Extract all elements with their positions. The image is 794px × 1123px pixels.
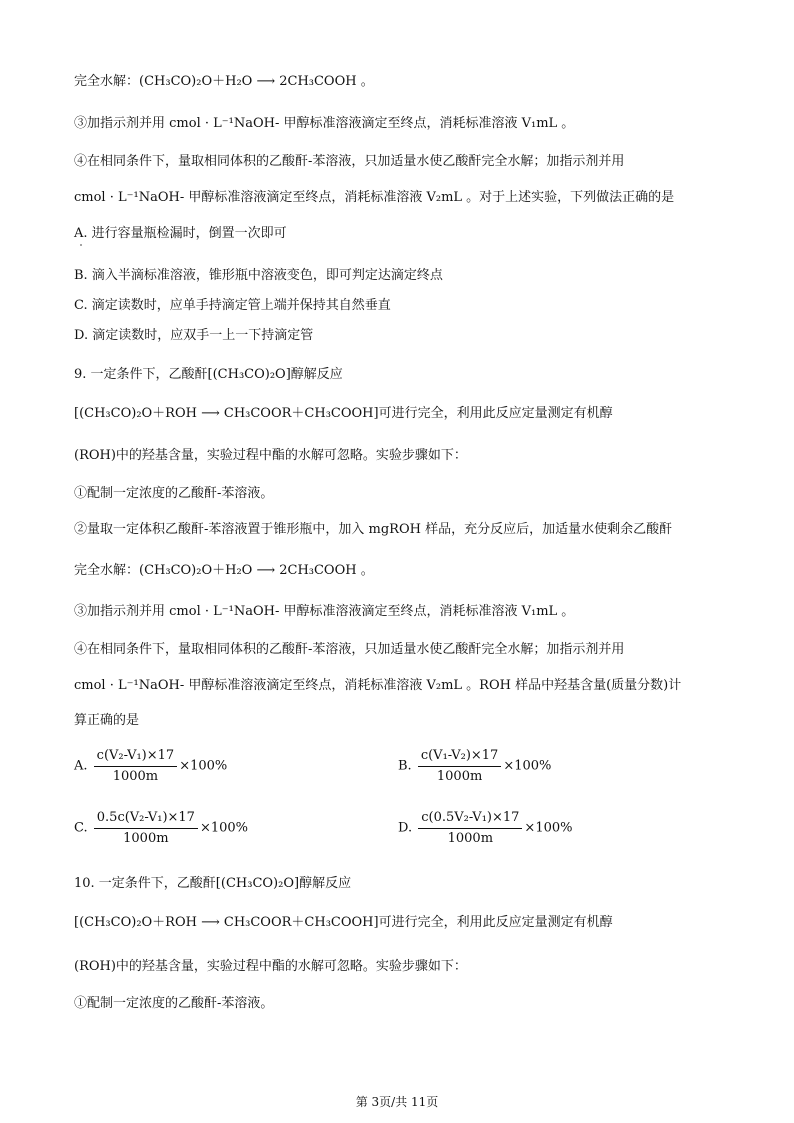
text-line: ③加指示剂并用 cmol · L⁻¹NaOH- 甲醇标准溶液滴定至终点，消耗标准溶液 V₁mL 。 [74, 604, 575, 619]
text-line: (ROH)中的羟基含量，实验过程中酯的水解可忽略。实验步骤如下： [74, 448, 467, 463]
percent-tail: ×100% [524, 820, 573, 836]
percent-tail: ×100% [179, 758, 228, 774]
option-d-formula [398, 809, 572, 848]
denominator: 1000m [112, 769, 159, 784]
option-label: A. [74, 758, 88, 774]
fraction [94, 809, 198, 848]
fraction [94, 747, 178, 786]
denominator: 1000m [436, 769, 483, 784]
fraction [418, 747, 502, 786]
option-label: D. [398, 820, 413, 836]
percent-tail: ×100% [199, 820, 249, 836]
question-10-title: 10. 一定条件下，乙酸酐[(CH₃CO)₂O]醇解反应 [74, 876, 352, 891]
text-line: ②量取一定体积乙酸酐-苯溶液置于锥形瓶中，加入 mgROH 样品，充分反应后，加适量水使剩余乙酸酐 [74, 522, 673, 537]
text-line: ③加指示剂并用 cmol · L⁻¹NaOH- 甲醇标准溶液滴定至终点，消耗标准溶液 V₁mL 。 [74, 116, 575, 131]
option-label: C. [74, 820, 88, 836]
numerator: 0.5c(V₂-V₁)×17 [94, 809, 198, 829]
option-a-formula [74, 747, 227, 786]
text-line: ①配制一定浓度的乙酸酐-苯溶液。 [74, 486, 274, 501]
text-line: (ROH)中的羟基含量，实验过程中酯的水解可忽略。实验步骤如下： [74, 959, 467, 974]
numerator: c(0.5V₂-V₁)×17 [418, 809, 522, 829]
option-a-text: A. 进行容量瓶检漏时，倒置一次即可 [74, 226, 287, 241]
question-9-title: 9. 一定条件下，乙酸酐[(CH₃CO)₂O]醇解反应 [74, 367, 343, 382]
option-b-text: B. 滴入半滴标准溶液，锥形瓶中溶液变色，即可判定达滴定终点 [74, 268, 443, 283]
text-line: [(CH₃CO)₂O＋ROH ⟶ CH₃COOR＋CH₃COOH]可进行完全，利用此反应定量测定有机醇 [74, 406, 613, 421]
denominator: 1000m [447, 831, 494, 846]
text-line: 完全水解：(CH₃CO)₂O＋H₂O ⟶ 2CH₃COOH 。 [74, 563, 374, 578]
denominator: 1000m [123, 831, 169, 846]
text-line: ④在相同条件下，量取相同体积的乙酸酐-苯溶液，只加适量水使乙酸酐完全水解；加指示剂并用 [74, 154, 625, 169]
numerator: c(V₁-V₂)×17 [418, 747, 502, 767]
text-line: 算正确的是 [74, 713, 140, 728]
text-line: cmol · L⁻¹NaOH- 甲醇标准溶液滴定至终点，消耗标准溶液 V₂mL 。对于上述实验，下列做法正确的是 [74, 190, 675, 205]
numerator: c(V₂-V₁)×17 [94, 747, 178, 767]
fraction [418, 809, 522, 848]
text-line: 完全水解：(CH₃CO)₂O＋H₂O ⟶ 2CH₃COOH 。 [74, 74, 374, 89]
option-label: B. [398, 758, 412, 774]
text-line: cmol · L⁻¹NaOH- 甲醇标准溶液滴定至终点，消耗标准溶液 V₂mL 。ROH 样品中羟基含量(质量分数)计 [74, 678, 682, 693]
page-number: 第 3页/共 11页 [355, 1095, 439, 1109]
option-d-text: D. 滴定读数时，应双手一上一下持滴定管 [74, 328, 314, 343]
option-c-text: C. 滴定读数时，应单手持滴定管上端并保持其自然垂直 [74, 298, 391, 313]
text-line: ④在相同条件下，量取相同体积的乙酸酐-苯溶液，只加适量水使乙酸酐完全水解；加指示剂并用 [74, 642, 625, 657]
option-b-formula [398, 747, 551, 786]
stray-dot [80, 244, 82, 246]
option-c-formula [74, 809, 248, 848]
percent-tail: ×100% [503, 758, 552, 774]
text-line: ①配制一定浓度的乙酸酐-苯溶液。 [74, 996, 274, 1011]
text-line: [(CH₃CO)₂O＋ROH ⟶ CH₃COOR＋CH₃COOH]可进行完全，利用此反应定量测定有机醇 [74, 915, 613, 930]
